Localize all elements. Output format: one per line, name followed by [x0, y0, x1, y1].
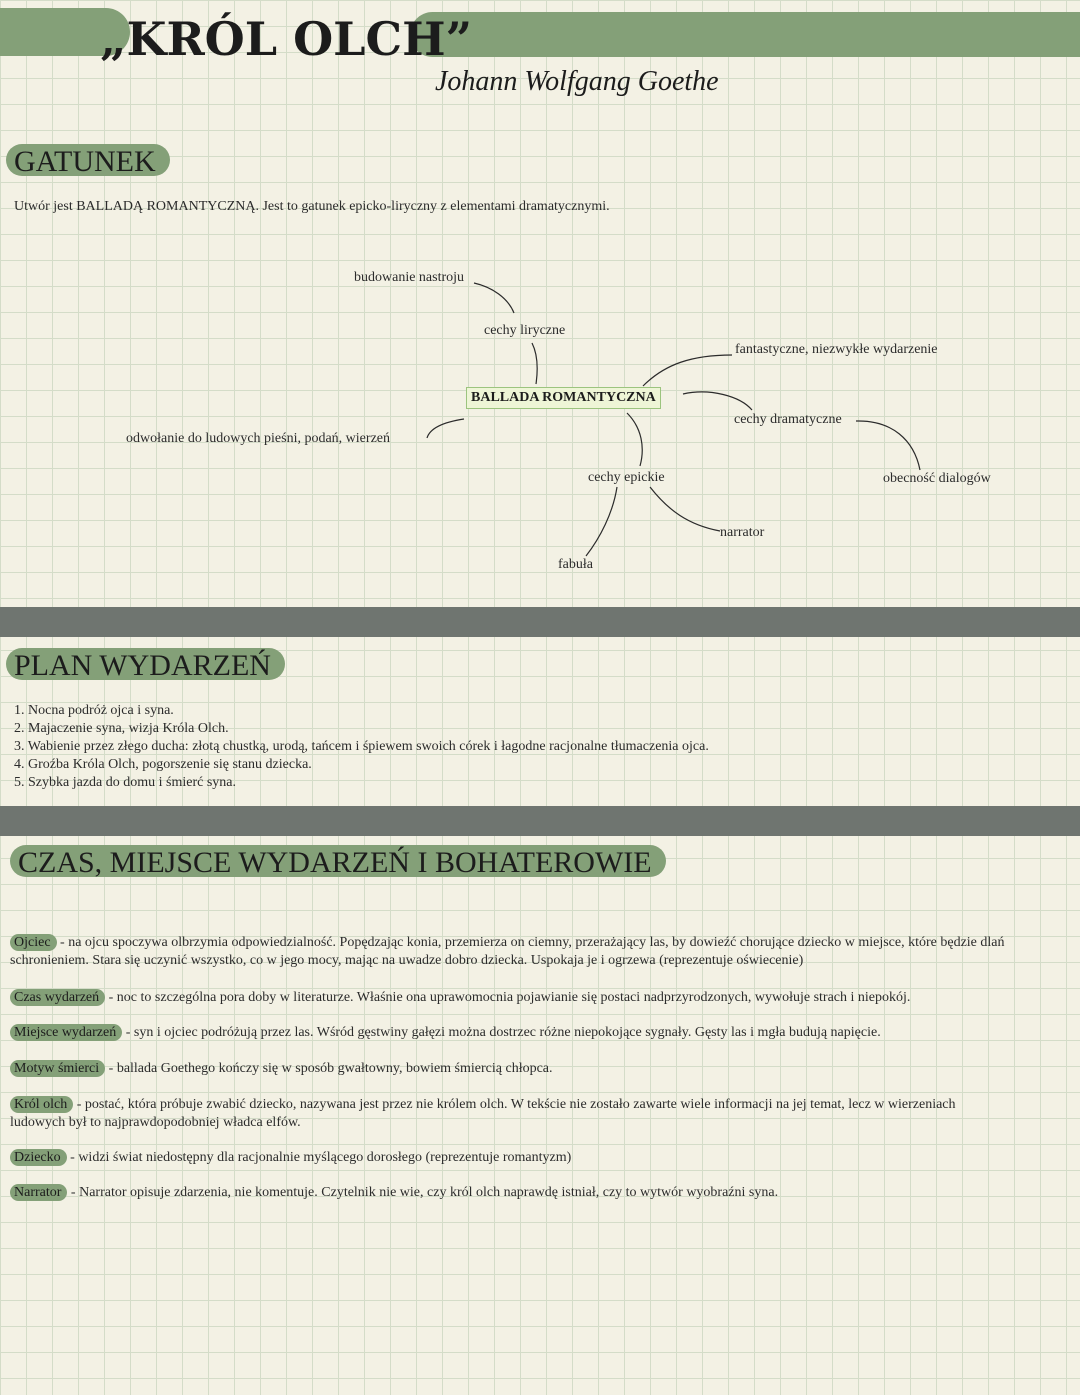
node-folk: odwołanie do ludowych pieśni, podań, wierzeń: [126, 431, 390, 446]
entry-text: - ballada Goethego kończy się w sposób gwałtowny, bowiem śmiercią chłopca.: [105, 1061, 553, 1076]
node-fantastic: fantastyczne, niezwykłe wydarzenie: [735, 342, 938, 357]
plan-item: 1. Nocna podróż ojca i syna.: [14, 703, 174, 718]
connector-fantastic: [643, 355, 732, 386]
plan-heading: PLAN WYDARZEŃ: [6, 648, 285, 680]
connector-dialogues: [856, 421, 920, 470]
entry-tag: Miejsce wydarzeń: [10, 1024, 122, 1041]
entry-text: - Narrator opisuje zdarzenia, nie komentuje. Czytelnik nie wie, czy król olch naprawdę istniał, czy to wytwór wyobraźni syna.: [67, 1185, 779, 1200]
entry-child: [10, 1149, 1050, 1167]
mindmap-connectors: [0, 0, 1080, 600]
plan-item: 5. Szybka jazda do domu i śmierć syna.: [14, 775, 237, 790]
characters-heading: CZAS, MIEJSCE WYDARZEŃ I BOHATEROWIE: [10, 845, 666, 877]
connector-epic: [627, 413, 642, 466]
page-title: „KRÓL OLCH”: [100, 12, 473, 66]
node-dialogues: obecność dialogów: [883, 471, 991, 486]
entry-tag: Narrator: [10, 1184, 67, 1201]
plan-item: 4. Groźba Króla Olch, pogorszenie się stanu dziecka.: [14, 757, 312, 772]
entry-time: [10, 989, 1050, 1007]
node-plot: fabuła: [558, 557, 593, 572]
entry-tag: Motyw śmierci: [10, 1060, 105, 1077]
entry-tag: Ojciec: [10, 934, 57, 951]
genre-heading: GATUNEK: [6, 144, 170, 176]
connector-dramatic: [683, 392, 752, 410]
entry-death: [10, 1060, 1050, 1078]
entry-text: - na ojcu spoczywa olbrzymia odpowiedzialność. Popędzając konia, przemierza on ciemny, przerażający las, by dowieźć chorujące dziecko w miejsce, które będzie dlań schronieniem. Stara się uczynić wszystko, co w jego mocy, mając na uwadze dobro dziecka. Uspokaja je i ogrzewa (reprezentuje oświecenie): [10, 935, 1005, 968]
mindmap-center-node: BALLADA ROMANTYCZNA: [466, 387, 661, 409]
connector-narrator: [650, 487, 720, 531]
entry-text: - noc to szczególna pora doby w literaturze. Właśnie ona uprawomocnia pojawianie się postaci nadprzyrodzonych, wywołuje strach i niepokój.: [105, 990, 911, 1005]
entry-text: - syn i ojciec podróżują przez las. Wśród gęstwiny gałęzi można dostrzec różne niepokojące sygnały. Gęsty las i mgła budują napięcie.: [122, 1025, 881, 1040]
entry-narrator: [10, 1184, 1050, 1202]
connector-plot: [586, 487, 617, 556]
node-mood: budowanie nastroju: [354, 270, 465, 285]
plan-item: 2. Majaczenie syna, wizja Króla Olch.: [14, 721, 229, 736]
node-lyrical: cechy liryczne: [484, 323, 566, 338]
connector-lyrical: [532, 343, 537, 384]
entry-tag: Dziecko: [10, 1149, 67, 1166]
node-dramatic: cechy dramatyczne: [734, 412, 842, 427]
plan-item: 3. Wabienie przez złego ducha: złotą chustką, urodą, tańcem i śpiewem swoich córek i łagodne racjonalne tłumaczenia ojca.: [14, 739, 709, 754]
node-epic: cechy epickie: [588, 470, 665, 485]
entry-text: - postać, która próbuje zwabić dziecko, nazywana jest przez nie królem olch. W tekście nie zostało zawarte wiele informacji na jej temat, lecz w wierzeniach ludowych był to najprawdopodobniej władca elfów.: [10, 1097, 956, 1130]
entry-text: - widzi świat niedostępny dla racjonalnie myślącego dorosłego (reprezentuje romantyzm): [66, 1150, 572, 1165]
connector-folk: [427, 419, 464, 438]
entry-father: [10, 934, 1030, 970]
section-divider-2: [0, 806, 1080, 836]
author-name: Johann Wolfgang Goethe: [435, 66, 719, 97]
section-divider-1: [0, 607, 1080, 637]
connector-mood: [474, 283, 514, 313]
genre-text: Utwór jest BALLADĄ ROMANTYCZNĄ. Jest to gatunek epicko-liryczny z elementami dramatycznymi.: [14, 199, 610, 214]
entry-tag: Król olch: [10, 1096, 73, 1113]
entry-alder-king: [10, 1096, 990, 1132]
entry-tag: Czas wydarzeń: [10, 989, 105, 1006]
node-narrator: narrator: [720, 525, 765, 540]
plan-list: [14, 702, 709, 792]
entry-place: [10, 1024, 1050, 1042]
